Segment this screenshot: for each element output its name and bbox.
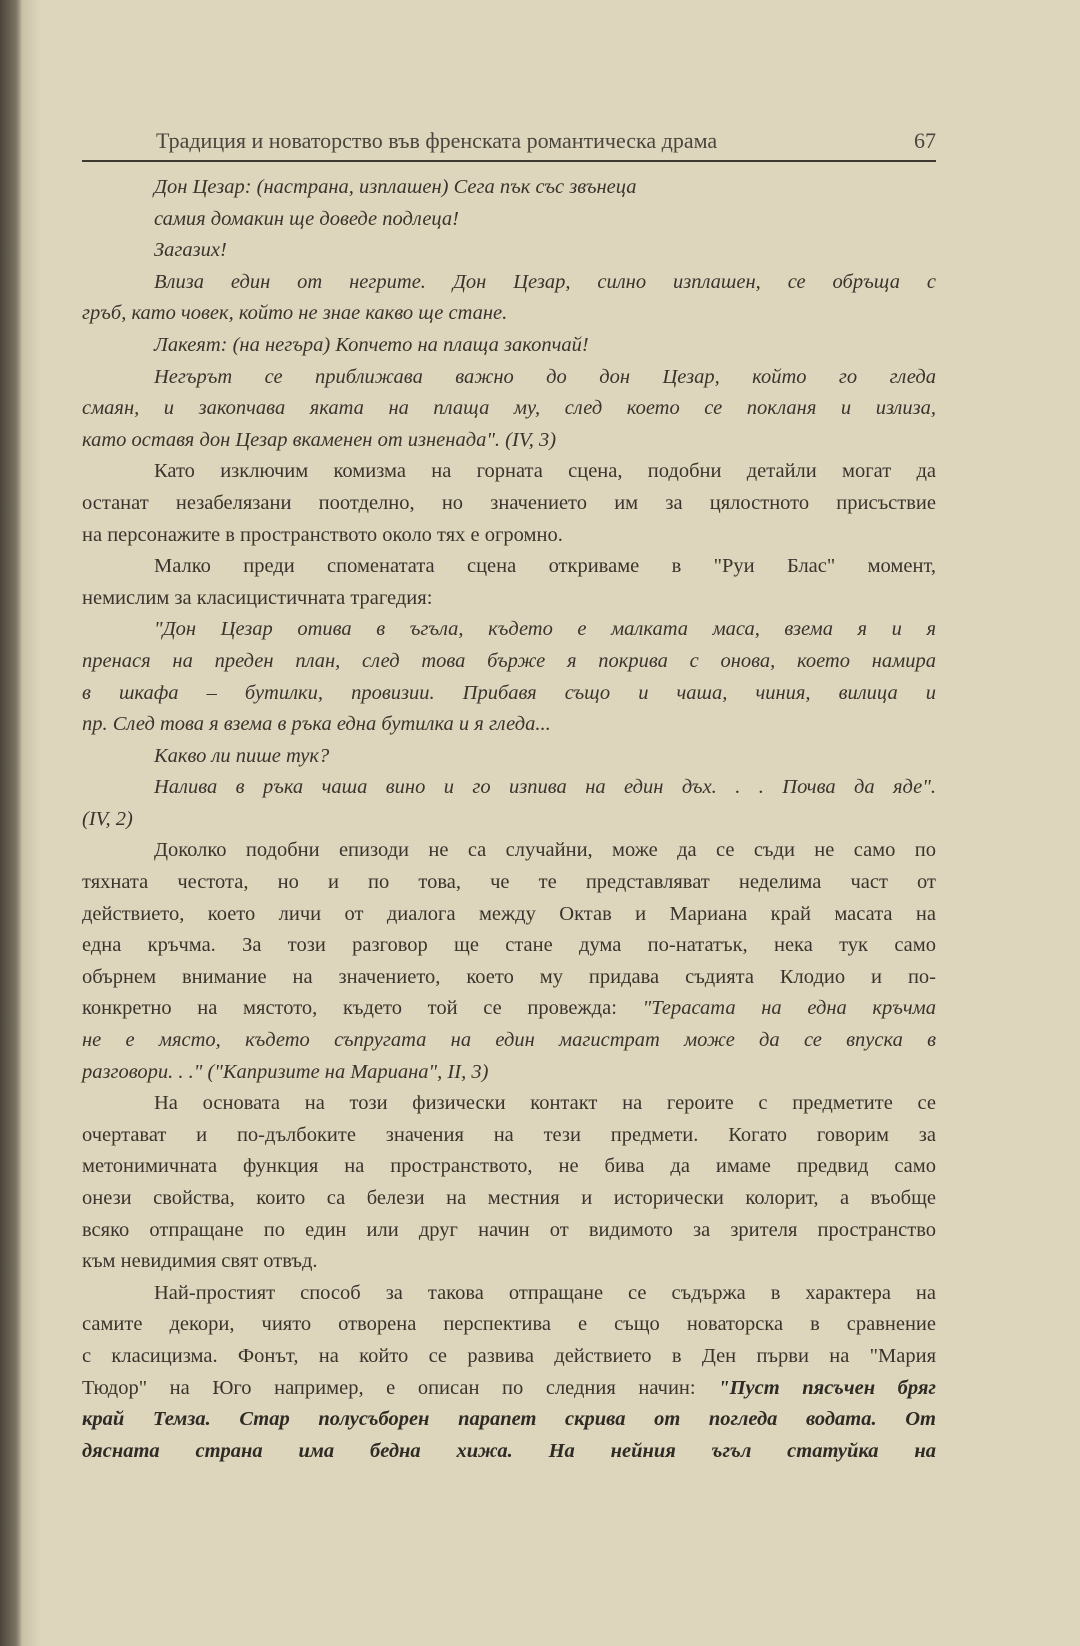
text-line: самите декори, чиято отворена перспектива е също новаторска в сравнение bbox=[82, 1313, 936, 1336]
text-line: разговори. . ." ("Капризите на Мариана", II, 3) bbox=[82, 1060, 489, 1083]
text-line: пренася на преден план, след това бърже я покрива с онова, което намира bbox=[82, 649, 936, 672]
text-line bbox=[82, 993, 936, 1025]
text-line: дясната страна има бедна хижа. На нейния ъгъл статуйка на bbox=[82, 1439, 936, 1462]
text-line: към невидимия свят отвъд. bbox=[82, 1250, 318, 1273]
text-line: Лакеят: (на негъра) Копчето на плаща закопчай! bbox=[154, 333, 589, 356]
text-line: гръб, като човек, който не знае какво ще стане. bbox=[82, 302, 508, 325]
quote-segment: "Пуст пясъчен бряг bbox=[718, 1376, 937, 1399]
text-line: онези свойства, които са белези на местния и исторически колорит, а въобще bbox=[82, 1187, 936, 1209]
page-binding-edge bbox=[0, 0, 22, 1646]
running-title: Традиция и новаторство във френската романтическа драма bbox=[156, 128, 718, 153]
text-line: самия домакин ще доведе подлеца! bbox=[154, 207, 459, 230]
text-line: обърнем внимание на значението, което му придава съдията Клодио и по- bbox=[82, 965, 936, 988]
text-line: Налива в ръка чаша вино и го изпива на един дъх. . . Почва да яде". bbox=[154, 776, 936, 799]
text-line: край Темза. Стар полусъборен парапет скрива от погледа водата. От bbox=[82, 1408, 936, 1431]
header-rule bbox=[82, 160, 936, 162]
text-line: Дон Цезар: (настрана, изплашен) Сега пък със звънеца bbox=[154, 176, 637, 198]
text-line: с класицизма. Фонът, на който се развива действието в Ден първи на "Мария bbox=[82, 1344, 936, 1367]
text-line: Най-простият способ за такова отпращане се съдържа в характера на bbox=[154, 1281, 936, 1304]
text-line: не е място, където съпругата на един магистрат може да се впуска в bbox=[82, 1029, 936, 1052]
text-line: Какво ли пише тук? bbox=[154, 744, 330, 767]
text-line: всяко отпращане по един или друг начин от видимото за зрителя пространство bbox=[82, 1218, 936, 1241]
text-line: очертават и по-дълбоките значения на тези предмети. Когато говорим за bbox=[82, 1123, 936, 1146]
page-number: 67 bbox=[914, 128, 936, 153]
text-line: една кръчма. За този разговор ще стане дума по-нататък, нека тук само bbox=[82, 934, 936, 957]
text-segment: Тюдор" на Юго например, е описан по следния начин: bbox=[82, 1376, 696, 1399]
text-line: действието, което личи от диалога между Октав и Мариана край масата на bbox=[82, 902, 936, 925]
text-line: тяхната честота, но и по това, че те представляват неделима част от bbox=[82, 871, 936, 894]
text-line: "Дон Цезар отива в ъгъла, където е малката маса, взема я и я bbox=[154, 618, 936, 641]
text-line: като оставя дон Цезар вкаменен от изненада". (IV, 3) bbox=[82, 428, 557, 451]
text-line bbox=[82, 1373, 936, 1405]
text-line: смаян, и закопчава яката на плаща му, след което се покланя и излиза, bbox=[82, 397, 936, 420]
text-line: Доколко подобни епизоди не са случайни, може да се съди не само по bbox=[154, 839, 936, 862]
text-line: останат незабелязани поотделно, но значението им за цялостното присъствие bbox=[82, 491, 936, 514]
text-line: на персонажите в пространството около тях е огромно. bbox=[82, 523, 563, 546]
quote-segment: "Терасата на една кръчма bbox=[642, 997, 937, 1020]
page-body bbox=[82, 172, 936, 1467]
text-line: метонимичната функция на пространството, не бива да имаме предвид само bbox=[82, 1155, 936, 1178]
text-line: пр. След това я взема в ръка една бутилка и я гледа... bbox=[82, 713, 551, 736]
text-line: Негърът се приближава важно до дон Цезар, който го гледа bbox=[154, 365, 936, 388]
text-line: Малко преди споменатата сцена откриваме в "Руи Блас" момент, bbox=[154, 555, 936, 578]
text-line: Загазих! bbox=[154, 239, 227, 262]
text-line: немислим за класицистичната трагедия: bbox=[82, 586, 433, 609]
text-line: На основата на този физически контакт на героите с предметите се bbox=[154, 1092, 936, 1115]
text-line: Като изключим комизма на горната сцена, подобни детайли могат да bbox=[154, 460, 936, 483]
page-header bbox=[82, 126, 936, 160]
text-segment: конкретно на мястото, където той се провежда: bbox=[82, 997, 617, 1020]
text-line: Влиза един от негрите. Дон Цезар, силно изплашен, се обръща с bbox=[154, 270, 936, 293]
text-line: в шкафа – бутилки, провизии. Прибавя също и чаша, чиния, вилица и bbox=[82, 681, 936, 704]
text-line: (IV, 2) bbox=[82, 807, 133, 830]
